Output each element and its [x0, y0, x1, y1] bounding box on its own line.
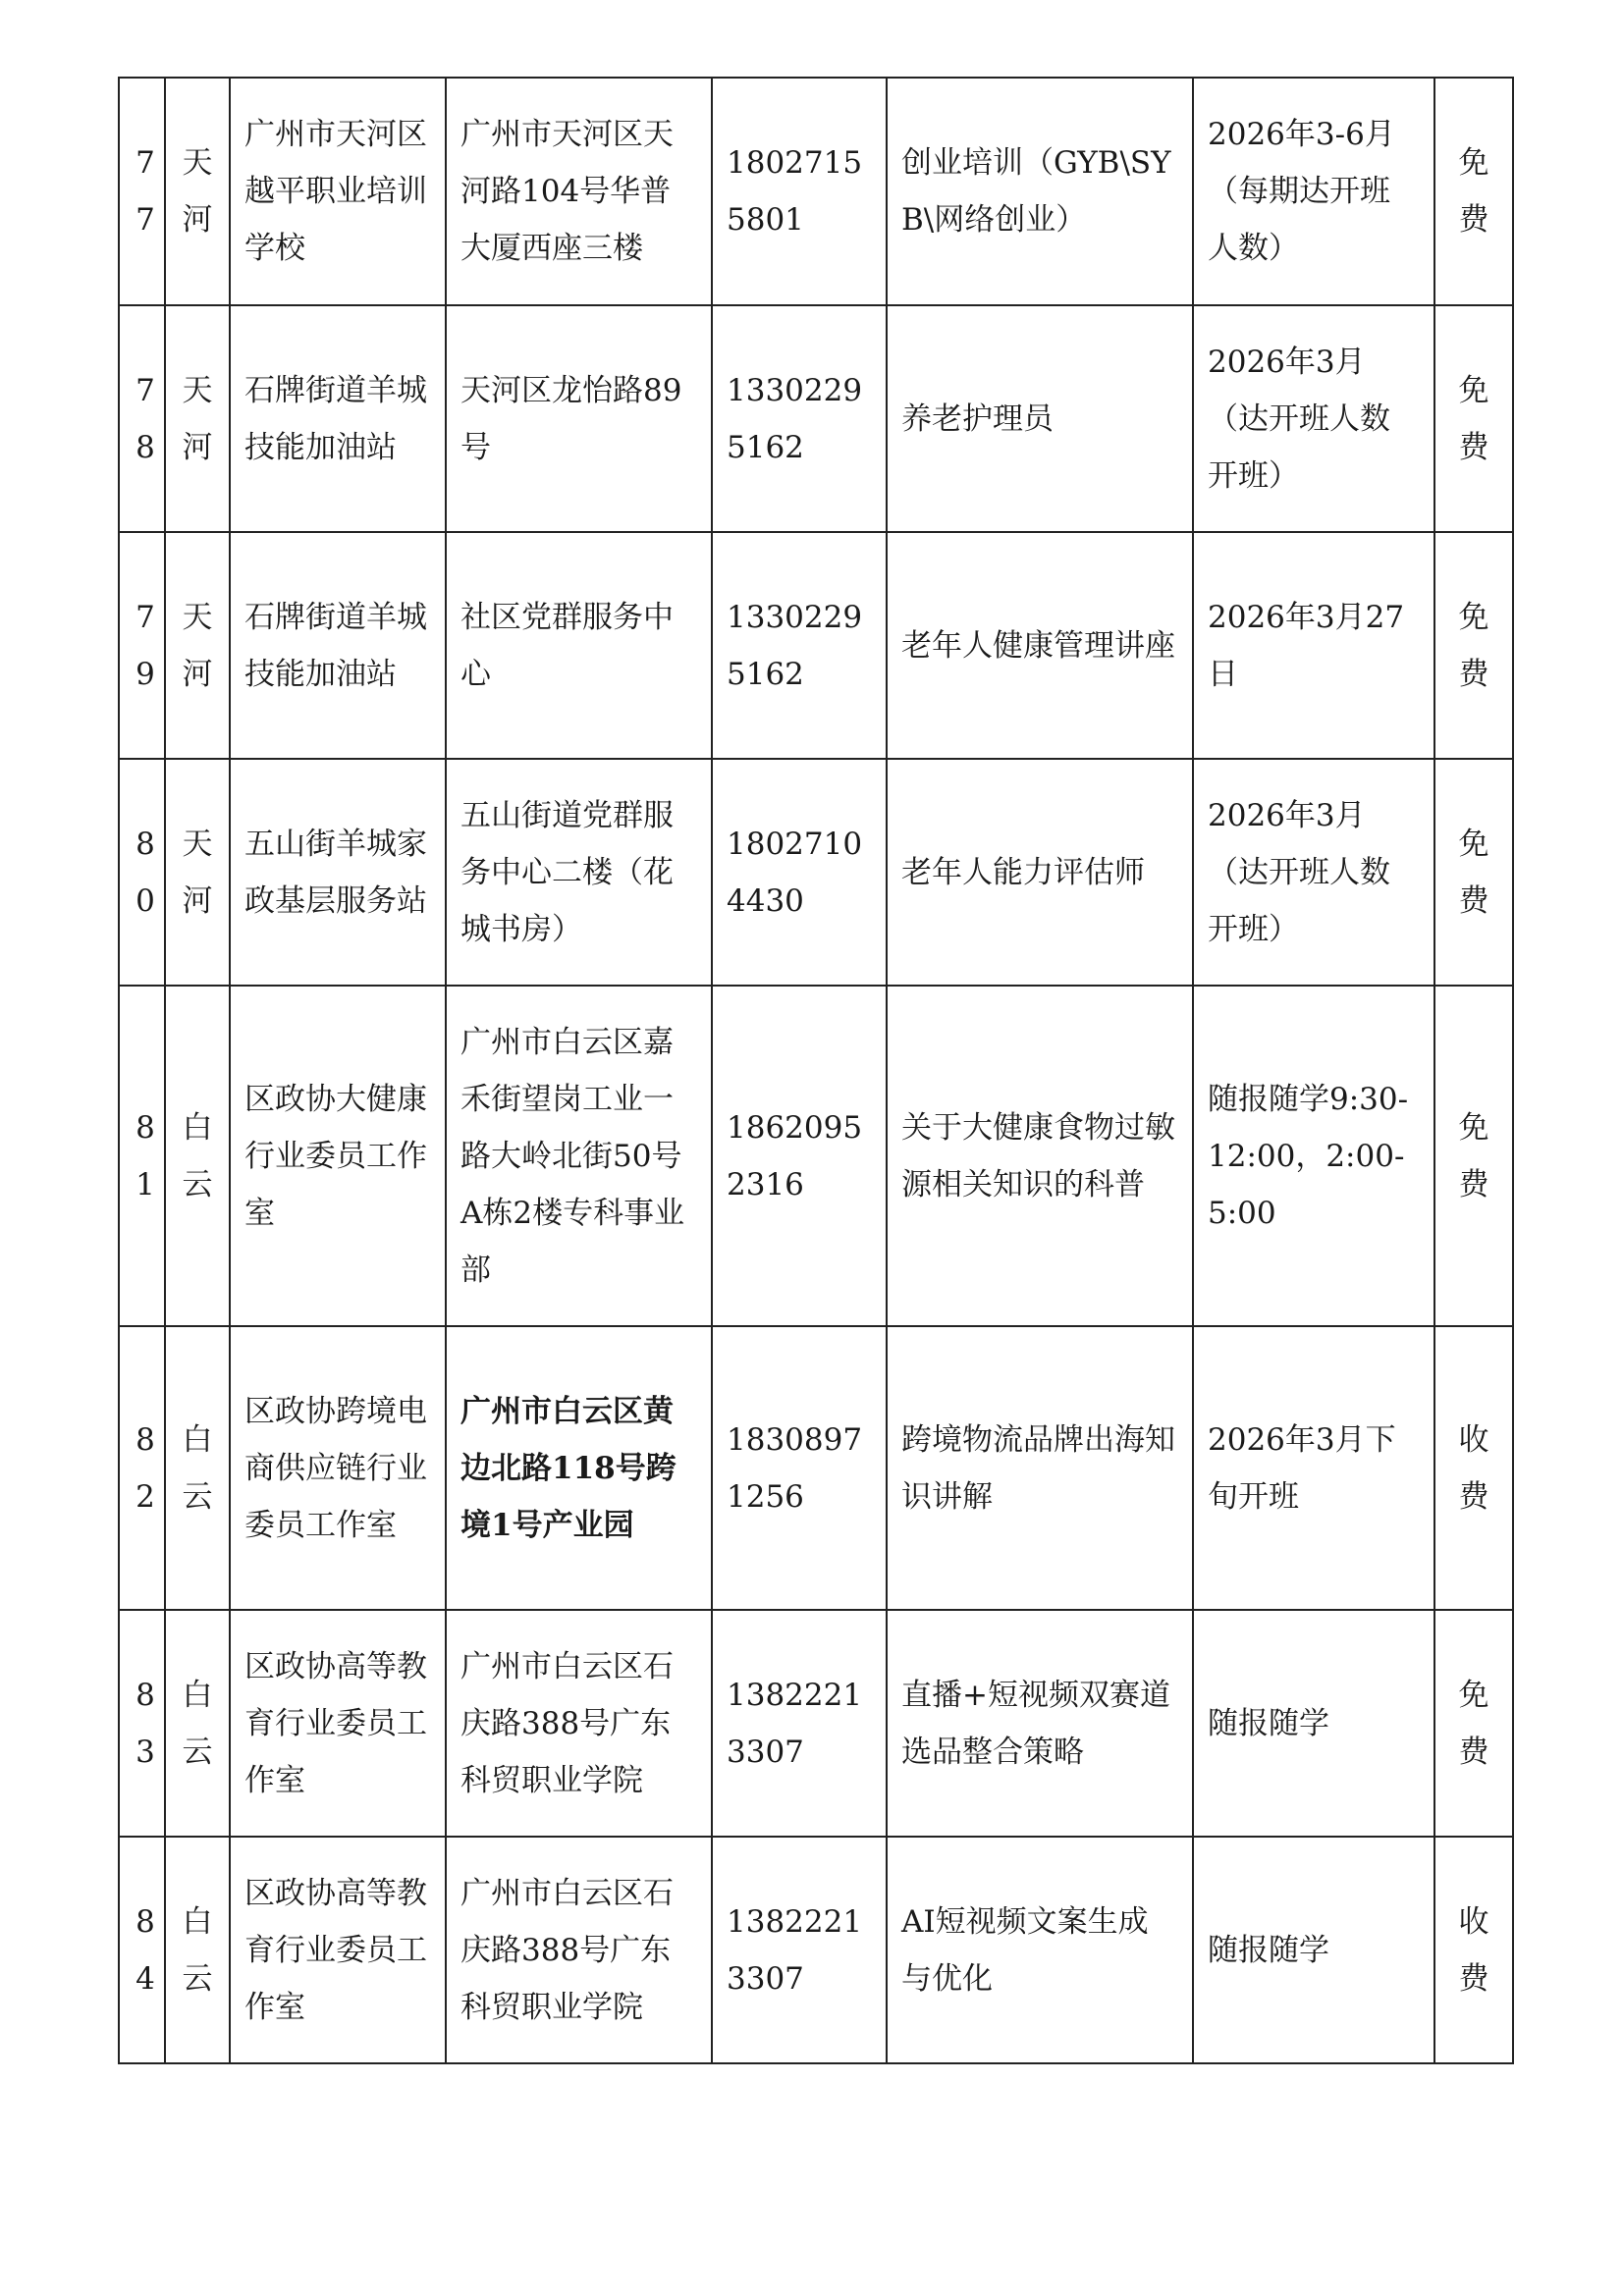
- organization-cell: 广州市天河区越平职业培训学校: [230, 78, 446, 305]
- organization-cell: 区政协高等教育行业委员工作室: [230, 1610, 446, 1837]
- address-cell: 广州市白云区嘉禾街望岗工业一路大岭北街50号A栋2楼专科事业部: [446, 986, 712, 1326]
- address-cell: 广州市天河区天河路104号华普大厦西座三楼: [446, 78, 712, 305]
- district-cell: 白云: [165, 1610, 230, 1837]
- course-cell: 创业培训（GYB\SYB\网络创业）: [887, 78, 1193, 305]
- table-row: [119, 532, 1513, 759]
- district-cell: 白云: [165, 986, 230, 1326]
- row-number-cell: 84: [119, 1837, 165, 2063]
- table-row: [119, 759, 1513, 986]
- time-cell: 随报随学9:30-12:00，2:00-5:00: [1193, 986, 1434, 1326]
- organization-cell: 五山街羊城家政基层服务站: [230, 759, 446, 986]
- time-cell: 2026年3月（达开班人数开班）: [1193, 759, 1434, 986]
- fee-cell: 免费: [1434, 305, 1513, 532]
- address-cell: 五山街道党群服务中心二楼（花城书房）: [446, 759, 712, 986]
- training-table-container: [118, 77, 1514, 2064]
- district-cell: 白云: [165, 1837, 230, 2063]
- address-cell: 广州市白云区石庆路388号广东科贸职业学院: [446, 1837, 712, 2063]
- phone-cell: 18027155801: [712, 78, 887, 305]
- row-number-cell: 78: [119, 305, 165, 532]
- table-row: [119, 78, 1513, 305]
- fee-cell: 免费: [1434, 532, 1513, 759]
- row-number-cell: 77: [119, 78, 165, 305]
- time-cell: 随报随学: [1193, 1837, 1434, 2063]
- phone-cell: 13822213307: [712, 1610, 887, 1837]
- course-cell: 关于大健康食物过敏源相关知识的科普: [887, 986, 1193, 1326]
- phone-cell: 18620952316: [712, 986, 887, 1326]
- address-cell: 广州市白云区石庆路388号广东科贸职业学院: [446, 1610, 712, 1837]
- district-cell: 天河: [165, 532, 230, 759]
- table-row: [119, 305, 1513, 532]
- phone-cell: 13302295162: [712, 305, 887, 532]
- time-cell: 2026年3月下旬开班: [1193, 1326, 1434, 1610]
- fee-cell: 免费: [1434, 986, 1513, 1326]
- row-number-cell: 79: [119, 532, 165, 759]
- time-cell: 2026年3月（达开班人数开班）: [1193, 305, 1434, 532]
- organization-cell: 石牌街道羊城技能加油站: [230, 532, 446, 759]
- organization-cell: 区政协大健康行业委员工作室: [230, 986, 446, 1326]
- row-number-cell: 81: [119, 986, 165, 1326]
- district-cell: 天河: [165, 759, 230, 986]
- course-cell: 老年人健康管理讲座: [887, 532, 1193, 759]
- fee-cell: 免费: [1434, 1610, 1513, 1837]
- table-row: [119, 1326, 1513, 1610]
- district-cell: 天河: [165, 305, 230, 532]
- phone-cell: 18027104430: [712, 759, 887, 986]
- fee-cell: 免费: [1434, 78, 1513, 305]
- row-number-cell: 83: [119, 1610, 165, 1837]
- district-cell: 白云: [165, 1326, 230, 1610]
- organization-cell: 区政协跨境电商供应链行业委员工作室: [230, 1326, 446, 1610]
- address-cell: 社区党群服务中心: [446, 532, 712, 759]
- course-cell: 跨境物流品牌出海知识讲解: [887, 1326, 1193, 1610]
- address-cell: 天河区龙怡路89号: [446, 305, 712, 532]
- organization-cell: 石牌街道羊城技能加油站: [230, 305, 446, 532]
- organization-cell: 区政协高等教育行业委员工作室: [230, 1837, 446, 2063]
- course-cell: 老年人能力评估师: [887, 759, 1193, 986]
- table-row: [119, 986, 1513, 1326]
- phone-cell: 13302295162: [712, 532, 887, 759]
- course-cell: AI短视频文案生成与优化: [887, 1837, 1193, 2063]
- table-row: [119, 1837, 1513, 2063]
- row-number-cell: 82: [119, 1326, 165, 1610]
- course-cell: 直播+短视频双赛道选品整合策略: [887, 1610, 1193, 1837]
- time-cell: 随报随学: [1193, 1610, 1434, 1837]
- phone-cell: 18308971256: [712, 1326, 887, 1610]
- time-cell: 2026年3-6月（每期达开班人数）: [1193, 78, 1434, 305]
- phone-cell: 13822213307: [712, 1837, 887, 2063]
- fee-cell: 收费: [1434, 1837, 1513, 2063]
- table-row: [119, 1610, 1513, 1837]
- training-course-table: [118, 77, 1514, 2064]
- time-cell: 2026年3月27日: [1193, 532, 1434, 759]
- fee-cell: 收费: [1434, 1326, 1513, 1610]
- row-number-cell: 80: [119, 759, 165, 986]
- course-cell: 养老护理员: [887, 305, 1193, 532]
- fee-cell: 免费: [1434, 759, 1513, 986]
- address-cell: 广州市白云区黄边北路118号跨境1号产业园: [446, 1326, 712, 1610]
- district-cell: 天河: [165, 78, 230, 305]
